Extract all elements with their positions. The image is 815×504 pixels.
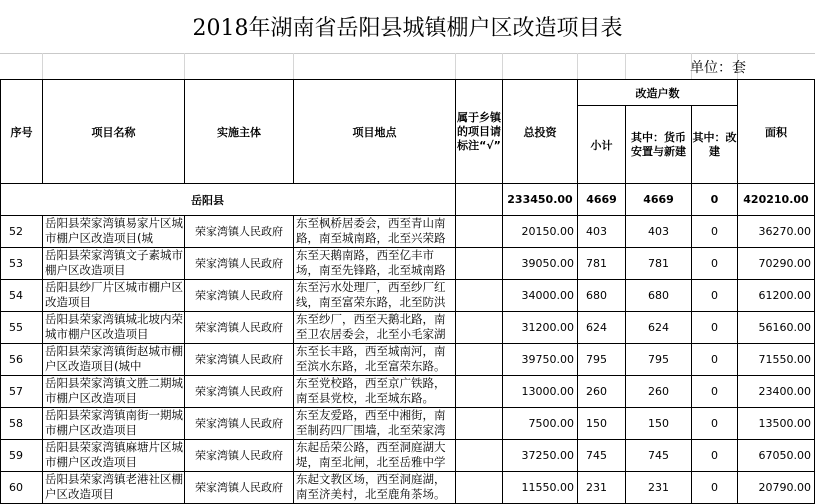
cell-agency: 荣家湾镇人民政府 [185, 312, 294, 344]
cell-area: 36270.00 [738, 216, 815, 248]
cell-name: 岳阳县荣家湾镇街赵城市棚户区改造项目(城中 [45, 344, 183, 373]
cell-location: 东至长丰路，西至城南河，南至滨水东路，北至富荣东路。 [296, 344, 446, 373]
cell-monetary: 260 [626, 376, 692, 408]
summary-rural [456, 184, 503, 216]
cell-monetary: 150 [626, 408, 692, 440]
cell-agency: 荣家湾镇人民政府 [185, 216, 294, 248]
cell-area: 70290.00 [738, 248, 815, 280]
cell-subtotal: 781 [578, 248, 626, 280]
cell-rural [456, 280, 503, 312]
cell-name: 岳阳县荣家湾镇麻塘片区城市棚户区改造项目 [45, 440, 183, 469]
table-row [1, 472, 815, 504]
cell-rural [456, 376, 503, 408]
cell-area: 13500.00 [738, 408, 815, 440]
cell-invest: 11550.00 [503, 472, 578, 504]
cell-rebuild: 0 [692, 344, 738, 376]
header-rural: 属于乡镇的项目请标注“√” [456, 80, 503, 184]
page-title: 2018年湖南省岳阳县城镇棚户区改造项目表 [0, 0, 815, 54]
cell-rural [456, 440, 503, 472]
cell-monetary: 745 [626, 440, 692, 472]
cell-seq: 60 [1, 472, 43, 504]
cell-subtotal: 150 [578, 408, 626, 440]
cell-rural [456, 408, 503, 440]
cell-monetary: 231 [626, 472, 692, 504]
cell-rebuild: 0 [692, 312, 738, 344]
cell-rural [456, 312, 503, 344]
summary-rebuild: 0 [692, 184, 738, 216]
table-row [1, 248, 815, 280]
cell-name: 岳阳县荣家湾镇城北坡内荣城市棚户区改造项目 [45, 312, 183, 341]
header-seq: 序号 [1, 80, 43, 184]
table-row [1, 440, 815, 472]
cell-rural [456, 472, 503, 504]
header-households: 改造户数 [578, 80, 738, 106]
cell-area: 23400.00 [738, 376, 815, 408]
cell-invest: 7500.00 [503, 408, 578, 440]
cell-area: 56160.00 [738, 312, 815, 344]
summary-invest: 233450.00 [503, 184, 578, 216]
summary-area: 420210.00 [738, 184, 815, 216]
unit-label: 单位：套 [690, 60, 746, 76]
cell-area: 67050.00 [738, 440, 815, 472]
cell-seq: 52 [1, 216, 43, 248]
table-row [1, 344, 815, 376]
header-agency: 实施主体 [185, 80, 294, 184]
cell-invest: 39750.00 [503, 344, 578, 376]
cell-rebuild: 0 [692, 248, 738, 280]
summary-row [1, 184, 815, 216]
cell-seq: 54 [1, 280, 43, 312]
cell-rebuild: 0 [692, 216, 738, 248]
cell-seq: 58 [1, 408, 43, 440]
cell-invest: 31200.00 [503, 312, 578, 344]
header-rebuild: 其中：改建 [692, 106, 738, 184]
cell-name: 岳阳县荣家湾镇文子素城市棚户区改造项目 [45, 248, 183, 277]
header-area: 面积 [738, 80, 815, 184]
cell-agency: 荣家湾镇人民政府 [185, 248, 294, 280]
cell-subtotal: 795 [578, 344, 626, 376]
cell-rural [456, 216, 503, 248]
cell-invest: 20150.00 [503, 216, 578, 248]
unit-row [0, 53, 815, 80]
cell-rebuild: 0 [692, 440, 738, 472]
cell-subtotal: 624 [578, 312, 626, 344]
cell-agency: 荣家湾镇人民政府 [185, 440, 294, 472]
cell-area: 20790.00 [738, 472, 815, 504]
cell-name: 岳阳县荣家湾镇老港社区棚户区改造项目 [45, 472, 183, 501]
cell-subtotal: 260 [578, 376, 626, 408]
cell-area: 71550.00 [738, 344, 815, 376]
cell-agency: 荣家湾镇人民政府 [185, 344, 294, 376]
cell-location: 东起文教区场，西至洞庭湖，南至济美村，北至鹿角茶场。 [296, 472, 446, 501]
cell-subtotal: 745 [578, 440, 626, 472]
cell-rebuild: 0 [692, 376, 738, 408]
header-location: 项目地点 [294, 80, 456, 184]
cell-rebuild: 0 [692, 472, 738, 504]
cell-monetary: 795 [626, 344, 692, 376]
cell-monetary: 624 [626, 312, 692, 344]
cell-agency: 荣家湾镇人民政府 [185, 280, 294, 312]
cell-invest: 34000.00 [503, 280, 578, 312]
header-subtotal: 小计 [578, 106, 626, 184]
cell-subtotal: 231 [578, 472, 626, 504]
header-name: 项目名称 [43, 80, 185, 184]
cell-seq: 59 [1, 440, 43, 472]
summary-label: 岳阳县 [1, 184, 456, 216]
cell-agency: 荣家湾镇人民政府 [185, 472, 294, 504]
cell-seq: 57 [1, 376, 43, 408]
cell-name: 岳阳县荣家湾镇文胜二期城市棚户区改造项目 [45, 376, 183, 405]
cell-invest: 39050.00 [503, 248, 578, 280]
cell-location: 东至枫桥居委会，西至青山南路，南至城南路，北至兴荣路 [296, 216, 446, 245]
cell-seq: 55 [1, 312, 43, 344]
table-row [1, 280, 815, 312]
cell-location: 东起岳荣公路，西至洞庭湖大堤，南至北闸，北至岳雅中学 [296, 440, 446, 469]
cell-rebuild: 0 [692, 280, 738, 312]
table-row [1, 216, 815, 248]
table-row [1, 312, 815, 344]
cell-invest: 13000.00 [503, 376, 578, 408]
cell-subtotal: 403 [578, 216, 626, 248]
cell-location: 东至污水处理厂，西至纱厂红线，南至富荣东路，北至防洪 [296, 280, 446, 309]
header-monetary: 其中：货币安置与新建 [626, 106, 692, 184]
cell-agency: 荣家湾镇人民政府 [185, 376, 294, 408]
table-row [1, 376, 815, 408]
cell-monetary: 680 [626, 280, 692, 312]
cell-invest: 37250.00 [503, 440, 578, 472]
summary-monetary: 4669 [626, 184, 692, 216]
cell-agency: 荣家湾镇人民政府 [185, 408, 294, 440]
cell-seq: 56 [1, 344, 43, 376]
cell-rebuild: 0 [692, 408, 738, 440]
cell-location: 东至天鹅南路，西至亿丰市场，南至先锋路，北至城南路 [296, 248, 446, 277]
cell-rural [456, 344, 503, 376]
cell-location: 东至纱厂，西至天鹅北路，南至卫农居委会，北至小毛家湖 [296, 312, 446, 341]
summary-subtotal: 4669 [578, 184, 626, 216]
cell-name: 岳阳县纱厂片区城市棚户区改造项目 [45, 280, 183, 309]
header-invest: 总投资 [503, 80, 578, 184]
table-row [1, 408, 815, 440]
project-table [0, 79, 815, 504]
cell-rural [456, 248, 503, 280]
cell-name: 岳阳县荣家湾镇易家片区城市棚户区改造项目(城 [45, 216, 183, 245]
cell-location: 东至友爱路，西至中湘街，南至制药四厂围墙，北至荣家湾 [296, 408, 446, 437]
cell-location: 东至党校路，西至京广铁路，南至县党校，北至城东路。 [296, 376, 446, 405]
cell-monetary: 781 [626, 248, 692, 280]
cell-name: 岳阳县荣家湾镇南街一期城市棚户区改造项目 [45, 408, 183, 437]
cell-subtotal: 680 [578, 280, 626, 312]
cell-seq: 53 [1, 248, 43, 280]
cell-monetary: 403 [626, 216, 692, 248]
cell-area: 61200.00 [738, 280, 815, 312]
